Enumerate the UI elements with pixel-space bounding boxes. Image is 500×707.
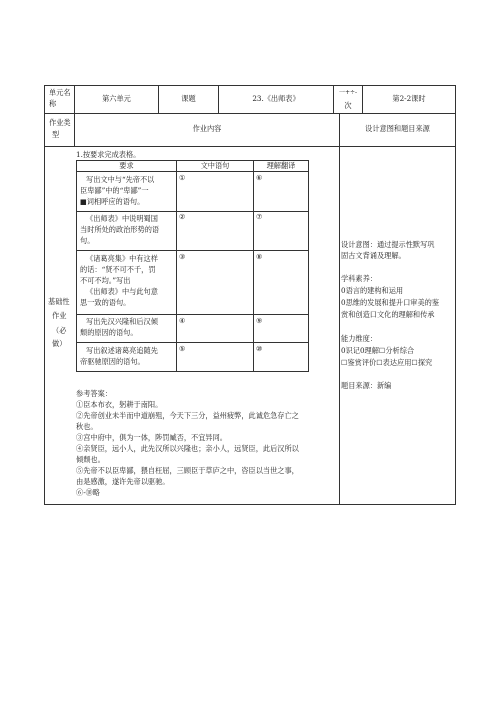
inner-col-quote xyxy=(253,160,254,372)
row2-quote: ② xyxy=(179,212,186,221)
row3-req-line2: 的话：“贤不可不千，罚 xyxy=(80,265,156,274)
inner-table-bottom xyxy=(76,371,309,372)
row5-quote: ⑤ xyxy=(179,344,186,353)
row2-req-line2: 当时所处的政治形势的语 xyxy=(80,225,160,234)
question-source: 题目来源：新编 xyxy=(341,381,392,390)
inner-row-3-divider xyxy=(76,314,309,315)
answer-4-line1: ④亲贤臣，远小人，此先汉所以兴隆也；亲小人，远贤臣，此后汉所以 xyxy=(76,444,299,453)
inner-col-right xyxy=(308,160,309,372)
answer-4-line2: 倾颓也。 xyxy=(76,455,105,464)
answers-title: 参考答案： xyxy=(76,389,112,398)
table-border-left xyxy=(44,85,45,505)
row3-req-line1: 《诸葛亮集》中有这样 xyxy=(86,254,158,263)
row5-req-line1: 写出叙述诸葛亮追随先 xyxy=(86,346,158,355)
design-col-divider xyxy=(339,113,340,505)
inner-col-left xyxy=(76,160,77,372)
row4-trans: ⑨ xyxy=(256,316,263,325)
unit-value: 第六单元 xyxy=(102,94,131,103)
row3-quote: ③ xyxy=(179,252,186,261)
row3-req-line3: 不可不均。”写出 xyxy=(80,276,131,285)
topic-label: 课题 xyxy=(181,94,196,103)
ability-item-2: ☐鉴赏评价☐表达应用☐探究 xyxy=(341,358,433,367)
answer-2-line2: 秋也。 xyxy=(76,422,98,431)
ability-title: 能力维度： xyxy=(341,334,377,343)
col-req-header: 要求 xyxy=(119,161,134,170)
row2-req-line3: 句。 xyxy=(80,236,95,245)
row1-req-line1: 写出文中与“先帝不以 xyxy=(86,175,155,184)
row4-req-line2: 颓的原因的语句。 xyxy=(80,328,138,337)
inner-row-4-divider xyxy=(76,342,309,343)
table-border-top xyxy=(44,85,456,86)
symbol-top: 一+÷- xyxy=(338,89,358,96)
answer-1: ①臣本布衣，躬耕于南阳。 xyxy=(76,400,163,409)
unit-label-1: 单元名 xyxy=(49,88,71,97)
design-label: 设计意图和题目来源 xyxy=(365,124,430,133)
basic-label-4: 做） xyxy=(52,339,67,348)
row2-trans: ⑦ xyxy=(256,212,263,221)
design-intent-line1: 设计意图：通过提示性默写巩 xyxy=(341,240,435,249)
literacy-item-1: 0语言的建构和运用 xyxy=(341,286,404,295)
literacy-item-2-line1: 0思维的发展和提升口审美的鉴 xyxy=(341,298,440,307)
inner-col-req xyxy=(176,160,177,372)
period-value: 第2-2课时 xyxy=(392,94,426,103)
literacy-item-2-line2: 赏和创造口文化的理解和传承 xyxy=(341,310,435,319)
header-row-divider xyxy=(44,113,456,114)
design-intent-line2: 固古文背诵及理解。 xyxy=(341,251,406,260)
type-label-1: 作业类 xyxy=(49,118,71,127)
topic-value: 23.《出师表》 xyxy=(252,94,300,103)
basic-label-3: （必 xyxy=(52,326,67,335)
row3-req-line5: 思一致的语句。 xyxy=(80,298,131,307)
inner-header-divider xyxy=(76,171,309,172)
row3-req-line4: 《出师表》中与此句意 xyxy=(86,287,158,296)
row4-quote: ④ xyxy=(179,316,186,325)
symbol-bottom: 次 xyxy=(344,101,352,110)
ability-item-1: 0识记0理解☐分析综合 xyxy=(341,346,415,355)
table-border-bottom xyxy=(44,504,456,505)
basic-label-2: 作业 xyxy=(52,311,67,320)
row5-trans: ⑩ xyxy=(256,344,263,353)
row2-req-line1: 《出师表》中说明蜀国 xyxy=(86,214,158,223)
row1-quote: ① xyxy=(179,173,186,182)
basic-label-1: 基础性 xyxy=(48,297,70,306)
answer-6: ⑥-⑩略 xyxy=(76,488,100,497)
row1-trans: ⑥ xyxy=(256,173,263,182)
col-quote-header: 文中语句 xyxy=(200,161,230,170)
content-label: 作业内容 xyxy=(192,124,222,133)
answer-5-line1: ⑤先帝不以臣卑鄙，猥自枉屈，三顾臣于草庐之中，咨臣以当世之事， xyxy=(76,466,299,475)
row1-req-line2: 臣卑鄙”中的“卑鄙”一 xyxy=(80,186,149,195)
unit-label-2: 称 xyxy=(49,99,57,108)
answer-2-line1: ②先帝创业未半而中道崩殂，今天下三分，益州疲弊，此诚危急存亡之 xyxy=(76,411,299,420)
row1-req-line3: ■词相呼应的语句。 xyxy=(80,197,145,206)
type-row-divider xyxy=(44,146,456,147)
row5-req-line2: 帝驱驰原因的语句。 xyxy=(80,357,145,366)
row4-req-line1: 写出先汉兴隆和后汉倾 xyxy=(86,317,158,326)
answer-3: ③宫中府中，俱为一体，陟罚臧否，不宜异同。 xyxy=(76,433,227,442)
col-trans-header: 理解翻译 xyxy=(266,161,296,170)
task-intro: 1.按要求完成表格。 xyxy=(76,150,141,159)
table-border-right xyxy=(455,85,456,505)
inner-row-2-divider xyxy=(76,250,309,251)
row3-trans: ⑧ xyxy=(256,252,263,261)
type-label-2: 型 xyxy=(52,130,60,139)
literacy-title: 学科素养： xyxy=(341,274,377,283)
answer-5-line2: 由是感激，遂许先帝以驱驰。 xyxy=(76,477,170,486)
inner-row-1-divider xyxy=(76,211,309,212)
